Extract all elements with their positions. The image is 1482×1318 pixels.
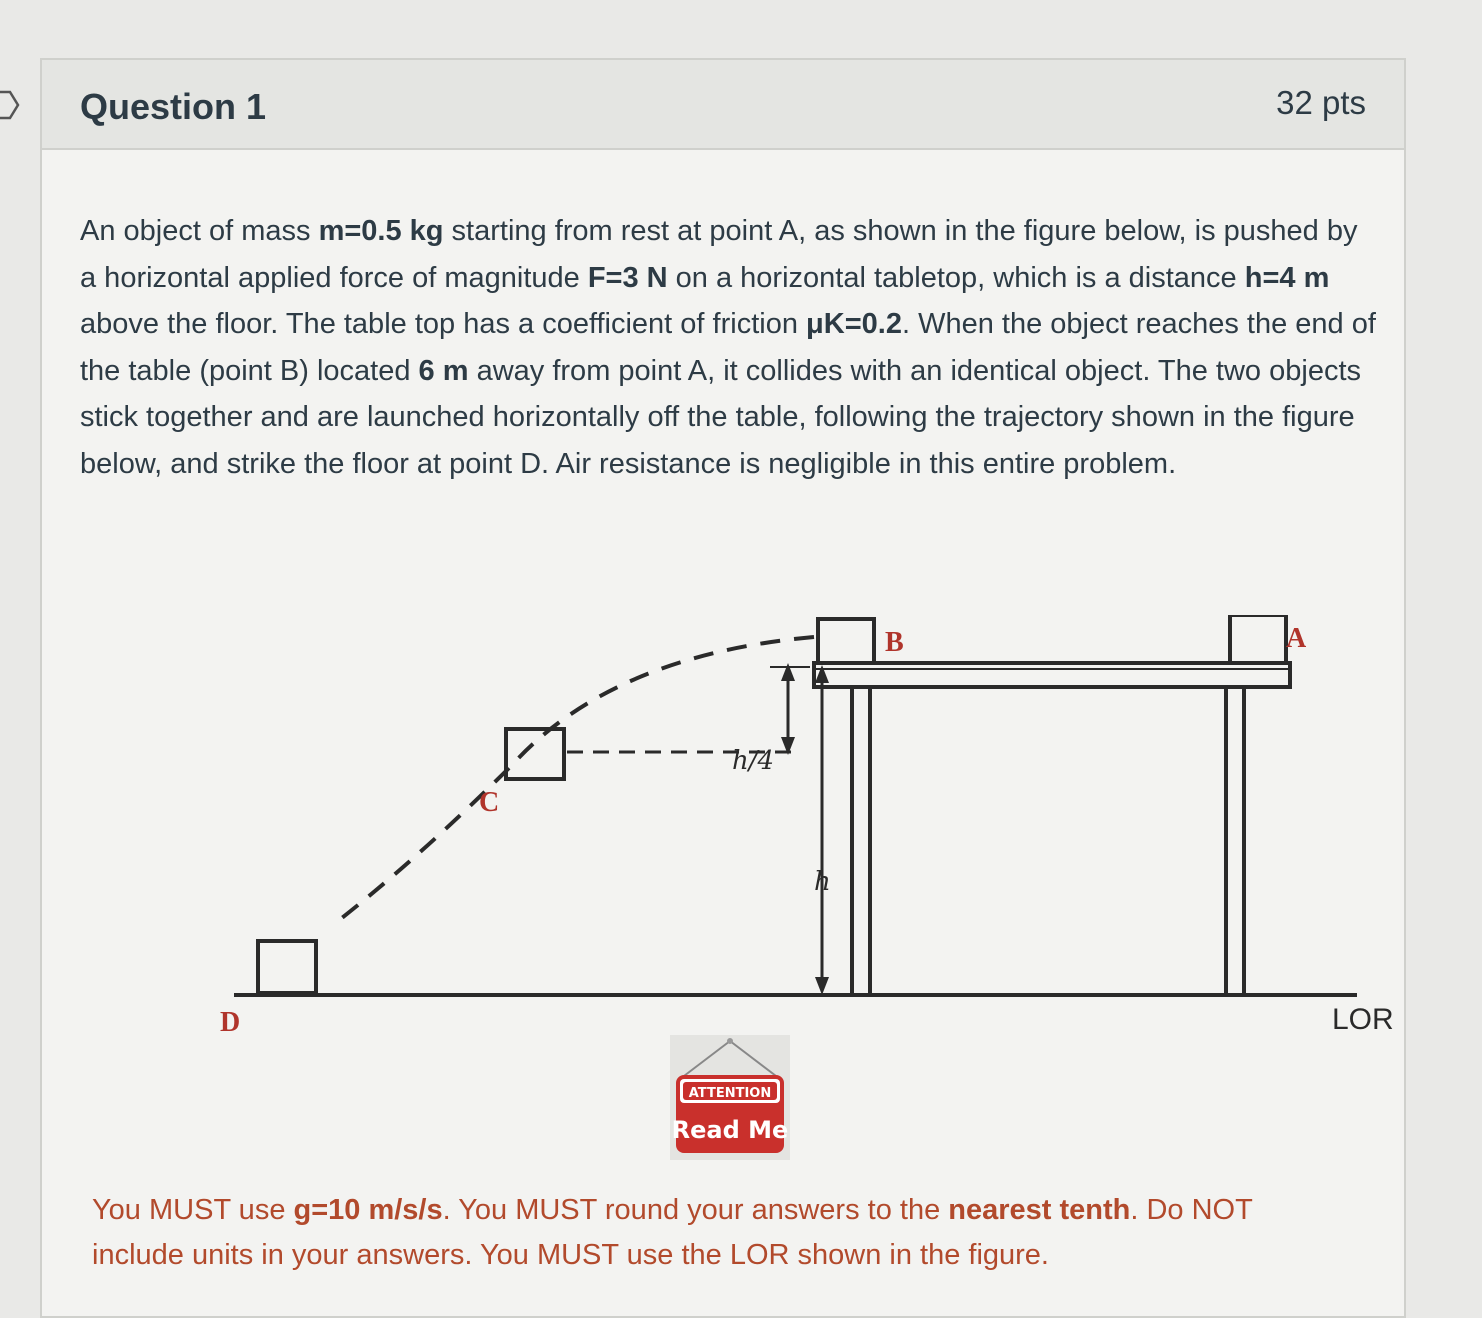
- notice-part: You MUST use: [92, 1194, 294, 1226]
- question-card: [40, 58, 1406, 1318]
- question-text: [80, 208, 1380, 487]
- attention-sign[interactable]: [670, 1035, 790, 1160]
- h4-arrow-head-up: [781, 663, 795, 681]
- label-b: B: [885, 627, 904, 658]
- force-value: F=3 N: [587, 261, 668, 294]
- notice-part: . Do NOT include units in your answers. You MUST use the LOR shown in the figure.: [92, 1194, 1253, 1271]
- block-b: [818, 619, 874, 663]
- label-a: A: [1286, 623, 1307, 654]
- trajectory-path: [338, 637, 814, 921]
- label-c: C: [479, 787, 500, 818]
- gravity-value: g=10 m/s/s: [293, 1194, 443, 1226]
- label-h: h: [814, 867, 831, 897]
- distance-value: 6 m: [418, 354, 469, 387]
- table-top: [814, 663, 1290, 687]
- question-header: [42, 60, 1404, 150]
- label-h4: h/4: [732, 746, 775, 776]
- collapse-arrow-icon[interactable]: [0, 88, 22, 122]
- instructions-notice: [92, 1188, 1332, 1278]
- height-value: h=4 m: [1244, 261, 1330, 294]
- question-points: 32 pts: [1276, 84, 1366, 121]
- sign-read-me-text: Read Me: [671, 1116, 789, 1144]
- mass-value: m=0.5 kg: [318, 215, 444, 247]
- table-leg-left: [852, 687, 870, 995]
- question-title: Question 1: [80, 86, 267, 127]
- label-lor: LOR: [1332, 1003, 1394, 1036]
- h-arrow-head-down: [815, 977, 829, 995]
- table-leg-right: [1226, 687, 1244, 995]
- question-text-part: . When the object reaches the end of the table (point B) located: [80, 308, 1376, 387]
- sign-string-left: [680, 1041, 730, 1079]
- label-d: D: [220, 1007, 241, 1038]
- block-c: [506, 729, 564, 779]
- question-text-part: above the floor. The table top has a coefficient of friction: [80, 308, 807, 340]
- h-arrow-head-up: [815, 665, 829, 683]
- block-d: [258, 941, 316, 993]
- notice-part: . You MUST round your answers to the: [442, 1194, 949, 1226]
- block-a: [1230, 615, 1286, 663]
- question-text-part: away from point A, it collides with an identical object. The two objects stick together and are launched horizontally off the table, following the trajectory shown in the figure below, and strike the floor at point D. Air resistance is negligible in this entire problem.: [80, 354, 1362, 480]
- friction-value: μK=0.2: [806, 308, 902, 340]
- nearest-tenth: nearest tenth: [948, 1194, 1131, 1226]
- sign-string-right: [730, 1041, 780, 1079]
- question-text-part: An object of mass: [80, 215, 319, 247]
- question-text-part: on a horizontal tabletop, which is a distance: [667, 261, 1245, 294]
- sign-attention-text: ATTENTION: [688, 1086, 772, 1101]
- sign-pin: [727, 1038, 733, 1044]
- question-text-part: starting from rest at point A, as shown in the figure below, is pushed by a horizontal applied force of magnitude: [80, 215, 1358, 294]
- physics-figure: [192, 615, 1412, 1075]
